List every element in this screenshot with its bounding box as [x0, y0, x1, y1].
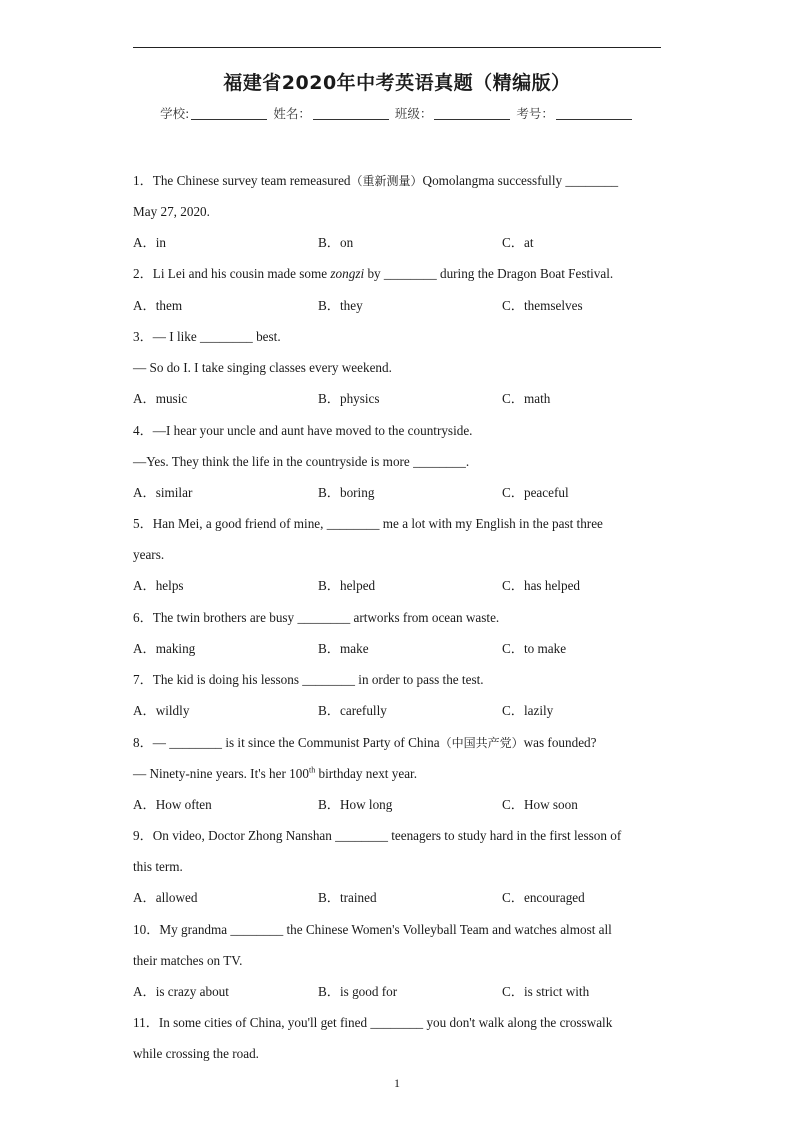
class-label: 班级： [394, 106, 433, 121]
question-1-stem-cont: May 27, 2020. [133, 204, 210, 219]
question-2-option-b[interactable]: B．they [318, 298, 363, 313]
question-number: 7． [133, 672, 153, 687]
question-11-stem-cont: while crossing the road. [133, 1046, 259, 1061]
stem-text: Han Mei, a good friend of mine, ________ me a lot with my English in the past three [152, 516, 603, 531]
question-10-option-a[interactable]: A．is crazy about [133, 984, 229, 999]
question-3-option-a[interactable]: A．music [133, 391, 188, 406]
class-blank[interactable] [434, 107, 510, 120]
stem-text: The Chinese survey team remeasured [152, 173, 351, 188]
question-number: 1． [133, 173, 153, 188]
question-6-stem [133, 610, 499, 626]
question-9-option-c[interactable]: C．encouraged [502, 890, 585, 905]
stem-text: The twin brothers are busy ________ artworks from ocean waste. [152, 610, 500, 625]
question-2-option-c[interactable]: C．themselves [502, 298, 583, 313]
question-7-option-c[interactable]: C．lazily [502, 703, 554, 718]
question-2-stem [133, 266, 613, 282]
question-8-stem [133, 735, 597, 751]
stem-text: — I like ________ best. [152, 329, 281, 344]
question-10-option-c[interactable]: C．is strict with [502, 984, 590, 999]
stem-text: Li Lei and his cousin made some [152, 266, 331, 281]
question-4-option-b[interactable]: B．boring [318, 485, 375, 500]
question-3-option-c[interactable]: C．math [502, 391, 551, 406]
question-number: 11． [133, 1015, 159, 1030]
question-6-option-c[interactable]: C．to make [502, 641, 567, 656]
question-8-option-b[interactable]: B．How long [318, 797, 393, 812]
stem-text: was founded? [523, 735, 597, 750]
ordinal-suffix: th [308, 765, 316, 775]
question-6-option-b[interactable]: B．make [318, 641, 369, 656]
school-blank[interactable] [191, 107, 267, 120]
question-5-option-c[interactable]: C．has helped [502, 578, 581, 593]
id-label: 考号： [516, 106, 554, 121]
stem-gloss: （中国共产党） [439, 736, 524, 750]
stem-italic: zongzi [330, 266, 365, 281]
question-10-option-b[interactable]: B．is good for [318, 984, 398, 999]
header-rule [133, 47, 661, 48]
question-9-option-b[interactable]: B．trained [318, 890, 377, 905]
question-8-option-c[interactable]: C．How soon [502, 797, 578, 812]
stem-text: by ________ during the Dragon Boat Festival. [364, 266, 614, 281]
question-9-stem-cont: this term. [133, 859, 183, 874]
question-7-option-b[interactable]: B．carefully [318, 703, 387, 718]
question-9-stem [133, 828, 621, 844]
page-number: 1 [394, 1076, 400, 1090]
student-info-line [0, 104, 794, 122]
question-10-stem [133, 922, 612, 938]
question-number: 5． [133, 516, 153, 531]
question-2-option-a[interactable]: A．them [133, 298, 183, 313]
page-title: 福建省2020年中考英语真题（精编版） [223, 72, 571, 94]
name-label: 姓名： [273, 106, 311, 121]
stem-text: — Ninety-nine years. It's her 100 [133, 766, 309, 781]
question-4-option-c[interactable]: C．peaceful [502, 485, 569, 500]
question-5-option-a[interactable]: A．helps [133, 578, 184, 593]
question-7-option-a[interactable]: A．wildly [133, 703, 190, 718]
question-4-stem-cont: —Yes. They think the life in the countryside is more ________. [133, 454, 470, 469]
question-3-stem-cont: — So do I. I take singing classes every weekend. [133, 360, 392, 375]
question-1-stem [133, 173, 618, 189]
question-number: 3． [133, 329, 153, 344]
id-blank[interactable] [556, 107, 632, 120]
question-1-option-a[interactable]: A．in [133, 235, 166, 250]
question-8-option-a[interactable]: A．How often [133, 797, 212, 812]
stem-text: In some cities of China, you'll get fined ________ you don't walk along the crosswalk [158, 1015, 613, 1030]
question-5-stem-cont: years. [133, 547, 165, 562]
question-number: 4． [133, 423, 153, 438]
question-4-option-a[interactable]: A．similar [133, 485, 193, 500]
question-1-option-c[interactable]: C．at [502, 235, 534, 250]
school-label: 学校: [160, 106, 190, 121]
stem-text: birthday next year. [315, 766, 418, 781]
stem-text: My grandma ________ the Chinese Women's Volleyball Team and watches almost all [159, 922, 612, 937]
name-blank[interactable] [313, 107, 389, 120]
stem-gloss: （重新测量） [350, 174, 423, 188]
stem-text: — ________ is it since the Communist Party of China [152, 735, 440, 750]
question-5-option-b[interactable]: B．helped [318, 578, 376, 593]
question-5-stem [133, 516, 603, 532]
question-3-stem [133, 329, 281, 345]
question-number: 10． [133, 922, 160, 937]
stem-text: —I hear your uncle and aunt have moved to the countryside. [152, 423, 473, 438]
question-8-stem-cont [133, 766, 417, 782]
question-6-option-a[interactable]: A．making [133, 641, 196, 656]
stem-text: Qomolangma successfully ________ [422, 173, 619, 188]
question-number: 2． [133, 266, 153, 281]
question-number: 8． [133, 735, 153, 750]
question-1-option-b[interactable]: B．on [318, 235, 354, 250]
stem-text: The kid is doing his lessons ________ in order to pass the test. [152, 672, 484, 687]
question-11-stem [133, 1015, 612, 1031]
question-3-option-b[interactable]: B．physics [318, 391, 380, 406]
question-10-stem-cont: their matches on TV. [133, 953, 243, 968]
question-9-option-a[interactable]: A．allowed [133, 890, 198, 905]
question-number: 9． [133, 828, 153, 843]
question-number: 6． [133, 610, 153, 625]
question-7-stem [133, 672, 484, 688]
stem-text: On video, Doctor Zhong Nanshan ________ teenagers to study hard in the first lesson of [152, 828, 622, 843]
question-4-stem [133, 423, 472, 439]
